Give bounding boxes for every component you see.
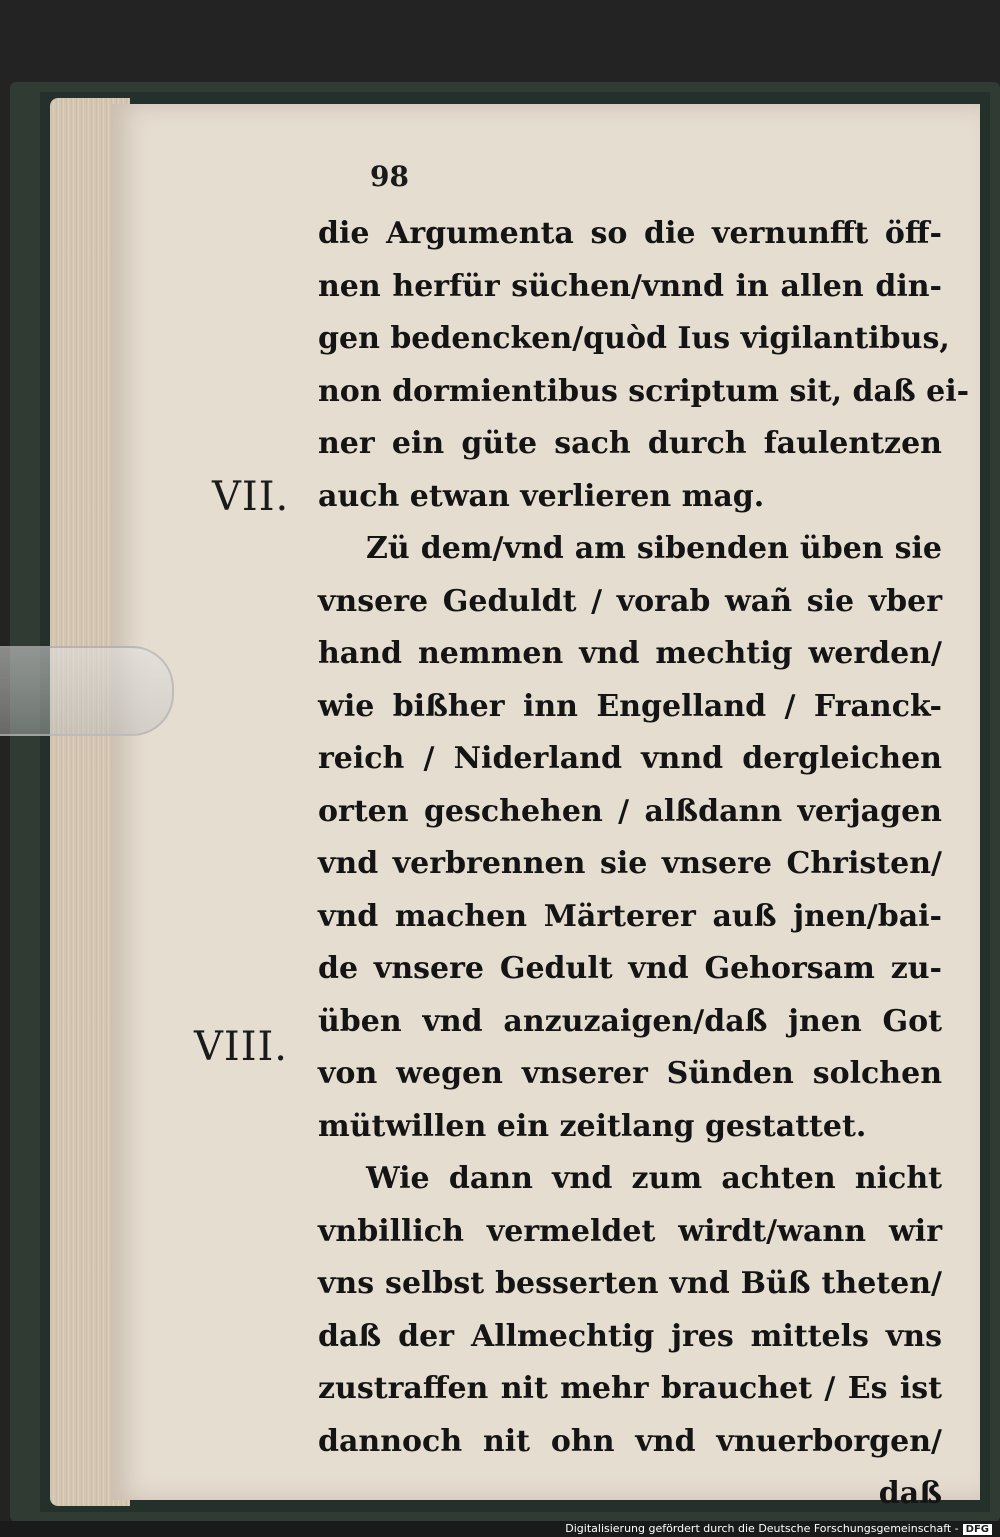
text-line: vnsere Geduldt / vorab wañ sie vber [318,583,942,619]
marginal-note-vii: VII. [212,474,290,520]
text-line: zustraffen nit mehr brauchet / Es ist [318,1371,942,1406]
text-line: daß der Allmechtig jres mittels vns [318,1318,942,1354]
text-line: de vnsere Gedult vnd Gehorsam zu- [318,951,942,986]
dfg-logo: DFG [963,1524,992,1535]
text-line: orten geschehen / alßdann verjagen [318,793,942,829]
text-line: vnd machen Märterer auß jnen/bai- [318,898,942,934]
text-line: von wegen vnserer Sünden solchen [318,1056,942,1091]
page-clip [0,646,174,736]
text-line: non dormientibus scriptum sit, daß ei- [318,373,970,409]
footer-credit [565,1522,992,1535]
text-line: wie bißher inn Engelland / Franck- [318,688,942,724]
body-text [318,208,970,1521]
text-line: dannoch nit ohn vnd vnuerborgen/ [318,1423,942,1459]
text-line: Zü dem/vnd am sibenden üben sie [366,531,942,566]
catchword: daß [878,1476,942,1511]
text-line: vnd verbrennen sie vnsere Christen/ [318,846,942,881]
text-line: ner ein güte sach durch faulentzen [318,426,942,461]
text-line: reich / Niderland vnnd dergleichen [318,741,942,776]
text-line: nen herfür süchen/vnnd in allen din- [318,268,942,304]
text-line: auch etwan verlieren mag. [318,478,765,514]
text-line: gen bedencken/quòd Ius vigilantibus, [318,321,950,356]
text-line: üben vnd anzuzaigen/daß jnen Got [318,1003,942,1039]
page-number: 98 [370,160,409,193]
text-line: die Argumenta so die vernunfft öff- [318,216,942,251]
text-line: vnbillich vermeldet wirdt/wann wir [318,1213,942,1249]
text-line: vns selbst besserten vnd Büß theten/ [318,1266,942,1301]
text-line: hand nemmen vnd mechtig werden/ [318,636,942,671]
footer-text: Digitalisierung gefördert durch die Deutsche Forschungsgemeinschaft - [565,1522,959,1535]
marginal-note-viii: VIII. [194,1024,289,1070]
text-line: Wie dann vnd zum achten nicht [366,1161,942,1196]
text-line: mütwillen ein zeitlang gestattet. [318,1108,867,1144]
